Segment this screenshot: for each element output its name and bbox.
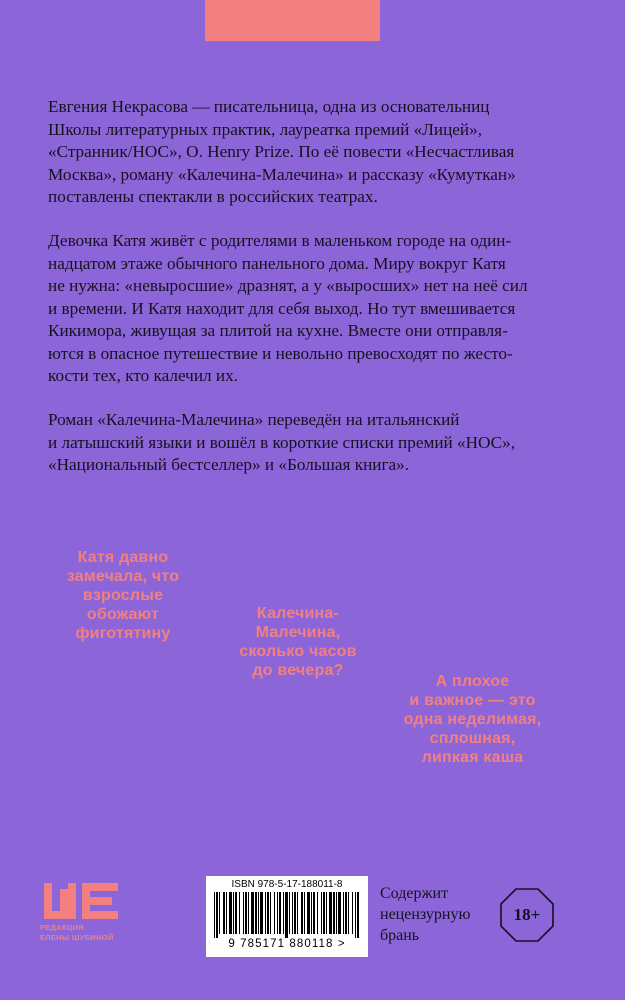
quote-line: и важное — это: [409, 692, 536, 709]
content-warning: [380, 883, 470, 946]
translations-note: [48, 409, 588, 477]
quote-line: взрослые: [82, 587, 164, 604]
synopsis-line: кости тех, кто калечил их.: [48, 366, 238, 385]
quote-line: сколько часов: [239, 643, 357, 660]
barcode-digits: 9 785171 880118 >: [228, 938, 346, 950]
isbn-text: ISBN 978-5-17-188011-8: [231, 879, 343, 890]
quote-line: обожают: [86, 606, 160, 623]
translations-line: и латышский языки и вошёл в короткие списки премий «НОС»,: [48, 432, 516, 452]
translations-line: «Национальный бестселлер» и «Большая книга».: [48, 455, 410, 474]
bio-line: Евгения Некрасова — писательница, одна из основательниц: [48, 97, 490, 116]
synopsis-line: Кикимора, живущая за плитой на кухне. Вместе они отправля-: [48, 321, 508, 340]
publisher-logo-text: [40, 923, 132, 942]
logo-line: ЕЛЕНЫ ШУБИНОЙ: [40, 932, 114, 942]
age-rating-badge: [500, 888, 554, 942]
warning-line: Содержит: [380, 885, 449, 902]
quote-line: липкая каша: [421, 749, 524, 766]
pull-quote-3: [390, 672, 555, 767]
barcode-bars-icon: [214, 892, 360, 938]
author-bio: [48, 96, 588, 209]
quote-line: фиготятину: [75, 625, 171, 642]
logo-line: РЕДАКЦИЯ: [40, 923, 85, 932]
quote-line: Калечина-: [256, 605, 340, 622]
quote-line: сплошная,: [429, 730, 516, 747]
age-rating-label: 18+: [513, 905, 541, 924]
publisher-logo-mark-icon: [42, 883, 124, 921]
quote-line: Катя давно: [77, 549, 169, 566]
pull-quote-2: [228, 604, 368, 680]
bio-line: «Странник/НОС», O. Henry Prize. По её повести «Несчастливая: [48, 142, 515, 161]
synopsis: [48, 230, 588, 388]
synopsis-line: надцатом этаже обычного панельного дома. Миру вокруг Катя: [48, 253, 506, 273]
barcode: [206, 876, 368, 957]
warning-line: брань: [380, 927, 420, 944]
quote-line: одна неделимая,: [403, 711, 542, 728]
top-accent-tab: [205, 0, 380, 41]
pull-quote-1: [58, 548, 188, 643]
quote-line: замечала, что: [66, 568, 180, 585]
quote-line: до вечера?: [252, 662, 344, 679]
bio-line: Школы литературных практик, лауреатка премий «Лицей»,: [48, 119, 483, 139]
synopsis-line: и времени. И Катя находит для себя выход. Но тут вмешивается: [48, 298, 516, 318]
bio-line: поставлены спектакли в российских театрах.: [48, 187, 378, 206]
warning-line: нецензурную: [380, 906, 471, 923]
publisher-logo: [40, 883, 132, 953]
synopsis-line: ются в опасное путешествие и невольно превосходят по жесто-: [48, 343, 513, 363]
translations-line: Роман «Калечина-Малечина» переведён на итальянский: [48, 410, 460, 429]
synopsis-line: не нужна: «невыросшие» дразнят, а у «выросших» нет на неё сил: [48, 276, 528, 295]
quote-line: Малечина,: [255, 624, 341, 641]
quote-line: А плохое: [435, 673, 510, 690]
bio-line: Москва», роману «Калечина-Малечина» и рассказу «Кумуткан»: [48, 164, 516, 184]
synopsis-line: Девочка Катя живёт с родителями в маленьком городе на один-: [48, 231, 512, 250]
